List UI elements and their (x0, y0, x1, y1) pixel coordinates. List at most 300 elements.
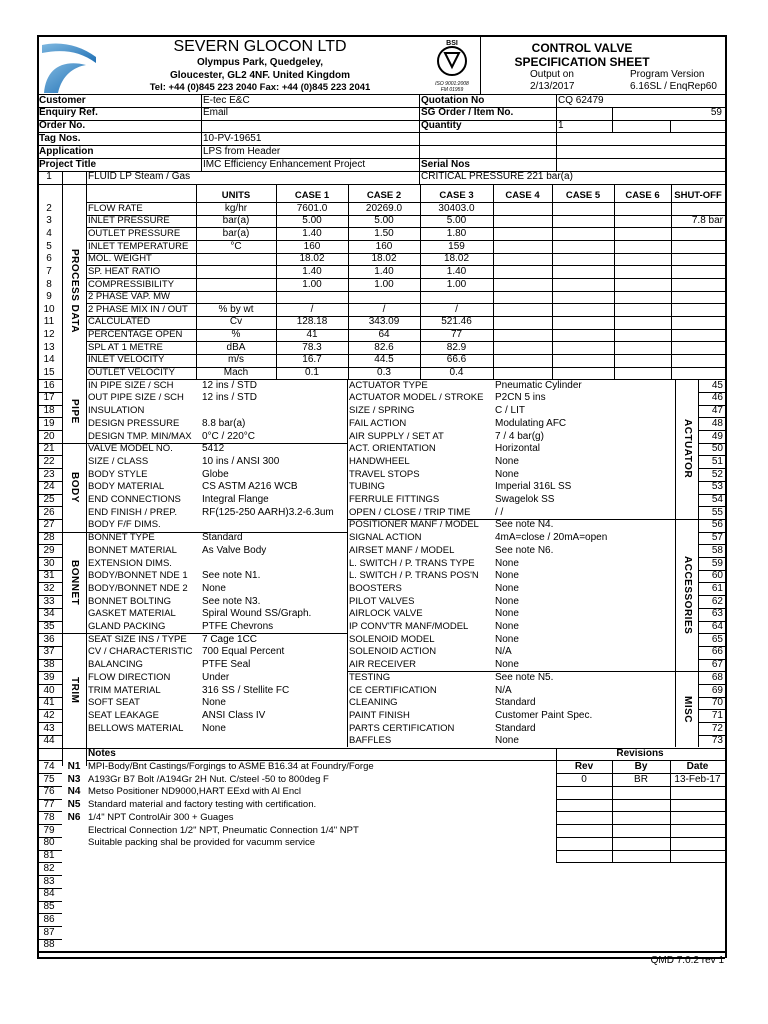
spec-left-value: ANSI Class IV (202, 709, 266, 721)
iso-text: ISO 9001:2008 (435, 81, 469, 87)
section-label-pipe: PIPE (69, 398, 80, 424)
process-case-2: 20269.0 (365, 202, 403, 214)
row-number: 31 (43, 570, 55, 582)
spec-right-label: POSITIONER MANF / MODEL (349, 519, 479, 531)
revision-date: 13-Feb-17 (674, 773, 721, 785)
row-number: 44 (43, 735, 55, 747)
row-number-right: 59 (711, 557, 723, 569)
process-case-3: 82.9 (446, 341, 467, 353)
row-number-right: 50 (711, 443, 723, 455)
row-number: 9 (46, 291, 52, 303)
spec-left-label: BODY STYLE (88, 468, 148, 480)
spec-left-label: BODY/BONNET NDE 2 (88, 582, 188, 594)
critical-pressure: CRITICAL PRESSURE 221 bar(a) (421, 171, 573, 183)
process-row-label: INLET PRESSURE (88, 215, 170, 227)
row-number: 41 (43, 697, 55, 709)
row-number: 86 (43, 913, 55, 925)
spec-right-label: TRAVEL STOPS (349, 468, 420, 480)
process-case-2: 0.3 (377, 367, 391, 379)
row-number: 19 (43, 417, 55, 429)
process-case-1: 1.40 (302, 227, 322, 239)
company-address-2: Gloucester, GL2 4NF. United Kingdom (169, 70, 351, 81)
spec-right-value: None (495, 595, 519, 607)
grid-line-v (725, 35, 727, 958)
process-units: Cv (229, 316, 243, 328)
note-text: MPI-Body/Bnt Castings/Forgings to ASME B16.34 at Foundry/Forge (88, 760, 374, 772)
spec-left-label: BODY/BONNET NDE 1 (88, 570, 188, 582)
fm-text: FM 01959 (440, 87, 464, 93)
process-col-header-case3: CASE 3 (439, 189, 474, 201)
row-number: 3 (46, 215, 52, 227)
note-text: Metso Positioner ND9000,HART EExd with Al Encl (88, 786, 301, 798)
spec-right-label: IP CONV'TR MANF/MODEL (349, 621, 469, 632)
process-col-header-case5: CASE 5 (565, 189, 601, 201)
row-number: 13 (43, 341, 55, 353)
row-number-right: 56 (711, 519, 723, 531)
spec-left-label: DESIGN PRESSURE (88, 417, 180, 429)
process-case-3: 30403.0 (438, 202, 475, 214)
program-value: 6.16SL / EnqRep60 (630, 81, 717, 92)
header-label: Project Title (39, 158, 97, 170)
row-number-right: 57 (711, 532, 723, 544)
spec-left-value: 7 Cage 1CC (202, 633, 258, 645)
row-number-right: 62 (711, 595, 723, 607)
row-number: 28 (43, 532, 55, 544)
row-number: 83 (43, 875, 55, 887)
process-units: °C (230, 240, 242, 252)
grid-line-v (552, 184, 553, 380)
spec-right-value: N/A (495, 646, 512, 658)
process-case-1: 5.00 (302, 215, 322, 227)
spec-left-value: Standard (202, 532, 243, 544)
process-shutoff: 7.8 bar (691, 215, 723, 227)
spec-right-value: See note N5. (495, 671, 554, 683)
row-number: 30 (43, 557, 55, 569)
process-case-2: 160 (375, 240, 393, 252)
process-row-label: 2 PHASE VAP. MW (88, 291, 171, 303)
grid-line-h (556, 862, 725, 863)
row-number: 1 (46, 171, 52, 183)
row-number-right: 68 (711, 671, 723, 683)
notes-title: Notes (88, 748, 116, 759)
process-case-3: 159 (448, 240, 465, 252)
spec-right-value: P2CN 5 ins (495, 392, 546, 404)
spec-right-value: None (495, 582, 519, 594)
row-number-right: 66 (711, 646, 723, 658)
grid-line-v (670, 120, 671, 133)
output-label: Output on (530, 69, 574, 80)
spec-right-label: ACTUATOR TYPE (349, 379, 428, 391)
process-units: % by wt (218, 303, 254, 315)
row-number: 15 (43, 367, 55, 379)
header-right-label: Serial Nos (421, 158, 470, 170)
process-case-1: / (310, 303, 314, 315)
process-case-2: 44.5 (374, 354, 394, 366)
process-col-header-shutoff: SHUT-OFF (674, 189, 722, 201)
spec-right-label: SOLENOID ACTION (349, 646, 437, 658)
row-number: 81 (43, 850, 55, 861)
grid-line-h (556, 837, 725, 838)
process-case-3: 0.4 (449, 367, 464, 379)
grid-line-v (86, 171, 87, 766)
process-case-1: 78.3 (302, 341, 322, 353)
header-right-value: 1 (558, 120, 564, 132)
spec-right-label: BAFFLES (349, 735, 392, 747)
header-label: Order No. (39, 120, 86, 132)
section-label-actuator: ACTUATOR (682, 419, 693, 479)
spec-left-label: BODY F/F DIMS. (88, 519, 161, 531)
row-number: 36 (43, 633, 55, 645)
row-number: 18 (43, 405, 55, 417)
fluid-label: FLUID LP Steam / Gas (88, 171, 191, 183)
process-case-3: 5.00 (446, 215, 467, 227)
header-label: Customer (39, 94, 86, 106)
grid-line-v (201, 94, 202, 171)
spec-left-label: BONNET BOLTING (88, 595, 172, 607)
process-col-header-case6: CASE 6 (625, 189, 660, 201)
spec-right-label: OPEN / CLOSE / TRIP TIME (349, 506, 471, 518)
spec-right-label: CLEANING (349, 697, 398, 709)
spec-right-label: HANDWHEEL (349, 455, 410, 467)
spec-right-label: TUBING (349, 481, 385, 493)
grid-line-h (556, 811, 725, 812)
grid-line-h (37, 35, 725, 37)
spec-right-value: None (495, 468, 519, 480)
row-number: 20 (43, 430, 55, 442)
note-code: N6 (67, 811, 81, 823)
spec-left-value: Integral Flange (202, 494, 269, 505)
process-row-label: 2 PHASE MIX IN / OUT (88, 303, 188, 315)
process-case-3: 1.40 (446, 265, 467, 277)
header-right-value: CQ 62479 (558, 94, 604, 106)
spec-right-value: N/A (495, 684, 512, 696)
row-number-right: 73 (711, 735, 723, 747)
spec-left-label: DESIGN TMP. MIN/MAX (88, 430, 192, 442)
spec-left-value: PTFE Seal (202, 659, 251, 671)
spec-left-label: CV / CHARACTERISTIC (88, 646, 193, 658)
spec-right-value: None (495, 659, 519, 671)
spec-left-value: None (202, 722, 226, 734)
note-code: N4 (67, 786, 81, 798)
row-number: 85 (43, 901, 55, 912)
process-units: % (231, 329, 241, 341)
process-units: kg/hr (224, 202, 248, 214)
revisions-col-by: By (634, 760, 648, 772)
row-number: 78 (43, 811, 55, 823)
process-row-label: OUTLET VELOCITY (88, 367, 175, 379)
note-text: A193Gr B7 Bolt /A194Gr 2H Nut. C/steel -50 to 800deg F (88, 773, 329, 785)
revisions-col-date: Date (686, 760, 709, 772)
grid-line-v (556, 94, 557, 171)
spec-right-value: Pneumatic Cylinder (495, 379, 582, 391)
grid-line-h (37, 951, 725, 953)
spec-left-label: END FINISH / PREP. (88, 506, 178, 518)
spec-left-label: OUT PIPE SIZE / SCH (88, 392, 184, 404)
company-name: SEVERN GLOCON LTD (173, 38, 347, 55)
grid-line-h (37, 184, 725, 185)
process-row-label: COMPRESSIBILITY (88, 278, 175, 290)
process-row-label: FLOW RATE (88, 202, 143, 214)
spec-left-value: Under (202, 671, 230, 683)
process-case-2: / (382, 303, 386, 315)
header-right-label: SG Order / Item No. (421, 107, 514, 119)
row-number: 32 (43, 582, 55, 594)
row-number-right: 53 (711, 481, 723, 493)
process-row-label: INLET TEMPERATURE (88, 240, 189, 252)
company-address-1: Olympus Park, Quedgeley, (197, 57, 323, 68)
spec-right-label: SOLENOID MODEL (349, 633, 435, 645)
row-number-right: 58 (711, 544, 723, 556)
spec-right-value: Swagelok SS (495, 494, 555, 505)
row-number: 12 (43, 329, 55, 341)
spec-right-value: Imperial 316L SS (495, 481, 572, 493)
spec-left-label: SIZE / CLASS (88, 455, 149, 467)
process-units: bar(a) (222, 215, 250, 227)
row-number-right: 61 (711, 582, 723, 594)
company-contact: Tel: +44 (0)845 223 2040 Fax: +44 (0)845 223 2041 (149, 82, 371, 93)
row-number: 29 (43, 544, 55, 556)
row-number: 37 (43, 646, 55, 658)
row-number: 80 (43, 837, 55, 849)
spec-right-value: See note N4. (495, 519, 554, 531)
row-number: 75 (43, 773, 55, 785)
note-text: Electrical Connection 1/2" NPT, Pneumatic Connection 1/4" NPT (88, 824, 359, 836)
spec-left-value: 700 Equal Percent (202, 646, 285, 658)
note-text: 1/4" NPT ControlAir 300 + Guages (88, 811, 234, 823)
spec-left-value: 5412 (202, 443, 225, 455)
process-case-2: 1.00 (374, 278, 394, 290)
spec-right-label: CE CERTIFICATION (349, 684, 437, 696)
row-number-right: 71 (711, 709, 723, 721)
spec-left-value: 12 ins / STD (202, 379, 258, 391)
spec-left-value: 0°C / 220°C (202, 430, 256, 442)
spec-left-value: 316 SS / Stellite FC (202, 684, 290, 696)
grid-line-h (556, 799, 725, 800)
spec-left-value: See note N1. (202, 570, 261, 582)
row-number-right: 67 (711, 659, 723, 671)
row-number-right: 54 (711, 494, 723, 505)
grid-line-v (614, 184, 615, 380)
footer-ref: QMD 7.0.2 rev 1 (650, 955, 724, 966)
spec-right-label: PARTS CERTIFICATION (349, 722, 455, 734)
row-number: 4 (46, 227, 52, 239)
grid-line-v (419, 171, 420, 184)
spec-right-value: None (495, 621, 519, 632)
process-case-1: 1.00 (302, 278, 322, 290)
process-case-2: 5.00 (374, 215, 394, 227)
row-number: 40 (43, 684, 55, 696)
spec-left-value: CS ASTM A216 WCB (202, 481, 298, 493)
grid-line-v (347, 379, 348, 747)
revision-rev: 0 (581, 773, 587, 785)
section-label-process-data: PROCESS DATA (69, 248, 80, 333)
row-number-right: 49 (711, 430, 723, 442)
grid-line-v (493, 184, 494, 380)
grid-line-h (556, 850, 725, 851)
spec-left-label: BALANCING (88, 659, 143, 671)
process-case-3: / (455, 303, 458, 315)
process-col-header-case1: CASE 1 (294, 189, 330, 201)
process-row-label: PERCENTAGE OPEN (88, 329, 183, 341)
spec-left-value: 10 ins / ANSI 300 (202, 455, 280, 467)
process-row-label: OUTLET PRESSURE (88, 227, 181, 239)
header-right-value-2: 59 (710, 107, 722, 119)
spec-left-value: PTFE Chevrons (202, 621, 274, 632)
process-row-label: SP. HEAT RATIO (88, 265, 161, 277)
spec-right-label: FAIL ACTION (349, 417, 407, 429)
row-number: 74 (43, 760, 55, 772)
process-case-3: 18.02 (443, 253, 470, 265)
spec-right-value: Standard (495, 697, 536, 709)
process-row-label: SPL AT 1 METRE (88, 341, 163, 353)
spec-right-label: ACT. ORIENTATION (349, 443, 436, 455)
row-number: 23 (43, 468, 55, 480)
row-number: 14 (43, 354, 55, 366)
grid-line-v (480, 35, 481, 94)
spec-left-label: VALVE MODEL NO. (88, 443, 173, 455)
grid-line-h (556, 786, 725, 787)
row-number-right: 63 (711, 608, 723, 620)
spec-left-label: BONNET TYPE (88, 532, 155, 544)
process-case-1: 1.40 (302, 265, 322, 277)
spec-right-value: None (495, 633, 519, 645)
section-label-accessories: ACCESSORIES (682, 555, 693, 635)
header-value: Email (203, 107, 229, 119)
process-case-2: 64 (378, 329, 390, 341)
header-value: E-tec E&C (203, 94, 250, 106)
row-number-right: 65 (711, 633, 723, 645)
note-text: Standard material and factory testing with certification. (88, 799, 317, 810)
row-number-right: 72 (711, 722, 723, 734)
spec-left-label: END CONNECTIONS (88, 494, 181, 505)
spec-left-label: SOFT SEAT (88, 697, 140, 709)
process-case-3: 77 (450, 329, 463, 341)
spec-left-label: FLOW DIRECTION (88, 671, 171, 683)
row-number: 27 (43, 519, 55, 531)
spec-right-label: FERRULE FITTINGS (349, 494, 440, 505)
process-row-label: CALCULATED (88, 316, 151, 328)
row-number: 8 (46, 278, 52, 290)
process-case-1: 0.1 (305, 367, 319, 379)
row-number: 42 (43, 709, 55, 721)
spec-right-label: PILOT VALVES (349, 595, 415, 607)
row-number-right: 48 (711, 417, 723, 429)
process-units: dBA (226, 341, 246, 353)
row-number: 11 (43, 316, 55, 328)
row-number: 79 (43, 824, 55, 836)
spec-left-label: BELLOWS MATERIAL (88, 722, 184, 734)
section-label-bonnet: BONNET (69, 559, 80, 605)
spec-left-label: SEAT LEAKAGE (88, 709, 159, 721)
spec-right-label: AIRSET MANF / MODEL (349, 544, 455, 556)
row-number-right: 45 (711, 379, 723, 391)
row-number: 82 (43, 862, 55, 874)
section-label-body: BODY (69, 471, 80, 503)
sheet-title-2: SPECIFICATION SHEET (514, 55, 650, 69)
header-label: Enquiry Ref. (39, 107, 98, 119)
row-number: 33 (43, 595, 55, 607)
note-code: N3 (67, 773, 81, 785)
process-case-1: 16.7 (302, 354, 322, 366)
header-label: Application (39, 145, 94, 157)
svg-text:BSI: BSI (446, 40, 458, 47)
spec-left-label: IN PIPE SIZE / SCH (88, 379, 174, 391)
spec-right-value: Modulating AFC (495, 417, 567, 429)
spec-right-value: None (495, 455, 519, 467)
grid-line-v (671, 184, 672, 380)
spec-left-value: Spiral Wound SS/Graph. (202, 608, 312, 620)
process-col-header-case4: CASE 4 (505, 189, 540, 201)
row-number: 24 (43, 481, 55, 493)
process-case-3: 1.80 (446, 227, 467, 239)
header-right-label: Quantity (421, 120, 462, 132)
process-case-3: 66.6 (446, 354, 467, 366)
header-value: 10-PV-19651 (203, 132, 262, 144)
row-number: 7 (46, 265, 52, 277)
process-row-label: INLET VELOCITY (88, 354, 165, 366)
row-number: 84 (43, 888, 55, 900)
output-date: 2/13/2017 (530, 81, 575, 92)
process-case-1: 18.02 (299, 253, 325, 265)
row-number-right: 46 (711, 392, 723, 404)
process-col-header-units: UNITS (221, 189, 251, 201)
process-units: Mach (223, 367, 249, 379)
process-case-3: 521.46 (441, 316, 472, 328)
row-number: 76 (43, 786, 55, 798)
process-case-1: 128.18 (296, 316, 328, 328)
spec-right-label: TESTING (349, 671, 391, 683)
row-number: 26 (43, 506, 55, 518)
spec-right-value: Standard (495, 722, 536, 734)
section-label-trim: TRIM (69, 677, 80, 704)
note-code: N5 (67, 799, 81, 810)
spec-right-value: C / LIT (495, 405, 526, 417)
spec-right-value: 4mA=close / 20mA=open (495, 532, 608, 544)
process-units: bar(a) (222, 227, 250, 239)
process-case-2: 1.50 (374, 227, 394, 239)
spec-left-value: None (202, 697, 226, 709)
spec-right-label: L. SWITCH / P. TRANS TYPE (349, 557, 475, 569)
row-number-right: 52 (711, 468, 723, 480)
row-number: 5 (46, 240, 52, 252)
spec-right-label: SIGNAL ACTION (349, 532, 422, 544)
row-number: 35 (43, 621, 55, 632)
row-number: 21 (43, 443, 55, 455)
row-number: 43 (43, 722, 55, 734)
revisions-title: Revisions (616, 748, 664, 759)
spec-left-label: EXTENSION DIMS. (88, 557, 172, 569)
process-case-2: 82.6 (374, 341, 394, 353)
bsi-certification-icon (432, 37, 472, 79)
header-right-label: Quotation No (421, 94, 485, 106)
header-value: IMC Efficiency Enhancement Project (203, 158, 366, 170)
spec-right-value: See note N6. (495, 544, 554, 556)
spec-left-label: INSULATION (88, 405, 145, 417)
spec-right-value: None (495, 735, 519, 747)
header-value: LPS from Header (203, 145, 281, 157)
process-case-2: 1.40 (374, 265, 394, 277)
row-number-right: 47 (711, 405, 723, 417)
spec-left-label: SEAT SIZE INS / TYPE (88, 633, 187, 645)
spec-right-label: AIR RECEIVER (349, 659, 417, 671)
spec-right-label: SIZE / SPRING (349, 405, 415, 417)
spec-left-value: 8.8 bar(a) (202, 417, 246, 429)
revision-by: BR (634, 773, 648, 785)
row-number: 25 (43, 494, 55, 505)
row-number: 39 (43, 671, 55, 683)
spec-right-label: ACTUATOR MODEL / STROKE (349, 392, 484, 404)
row-number: 88 (43, 939, 55, 951)
